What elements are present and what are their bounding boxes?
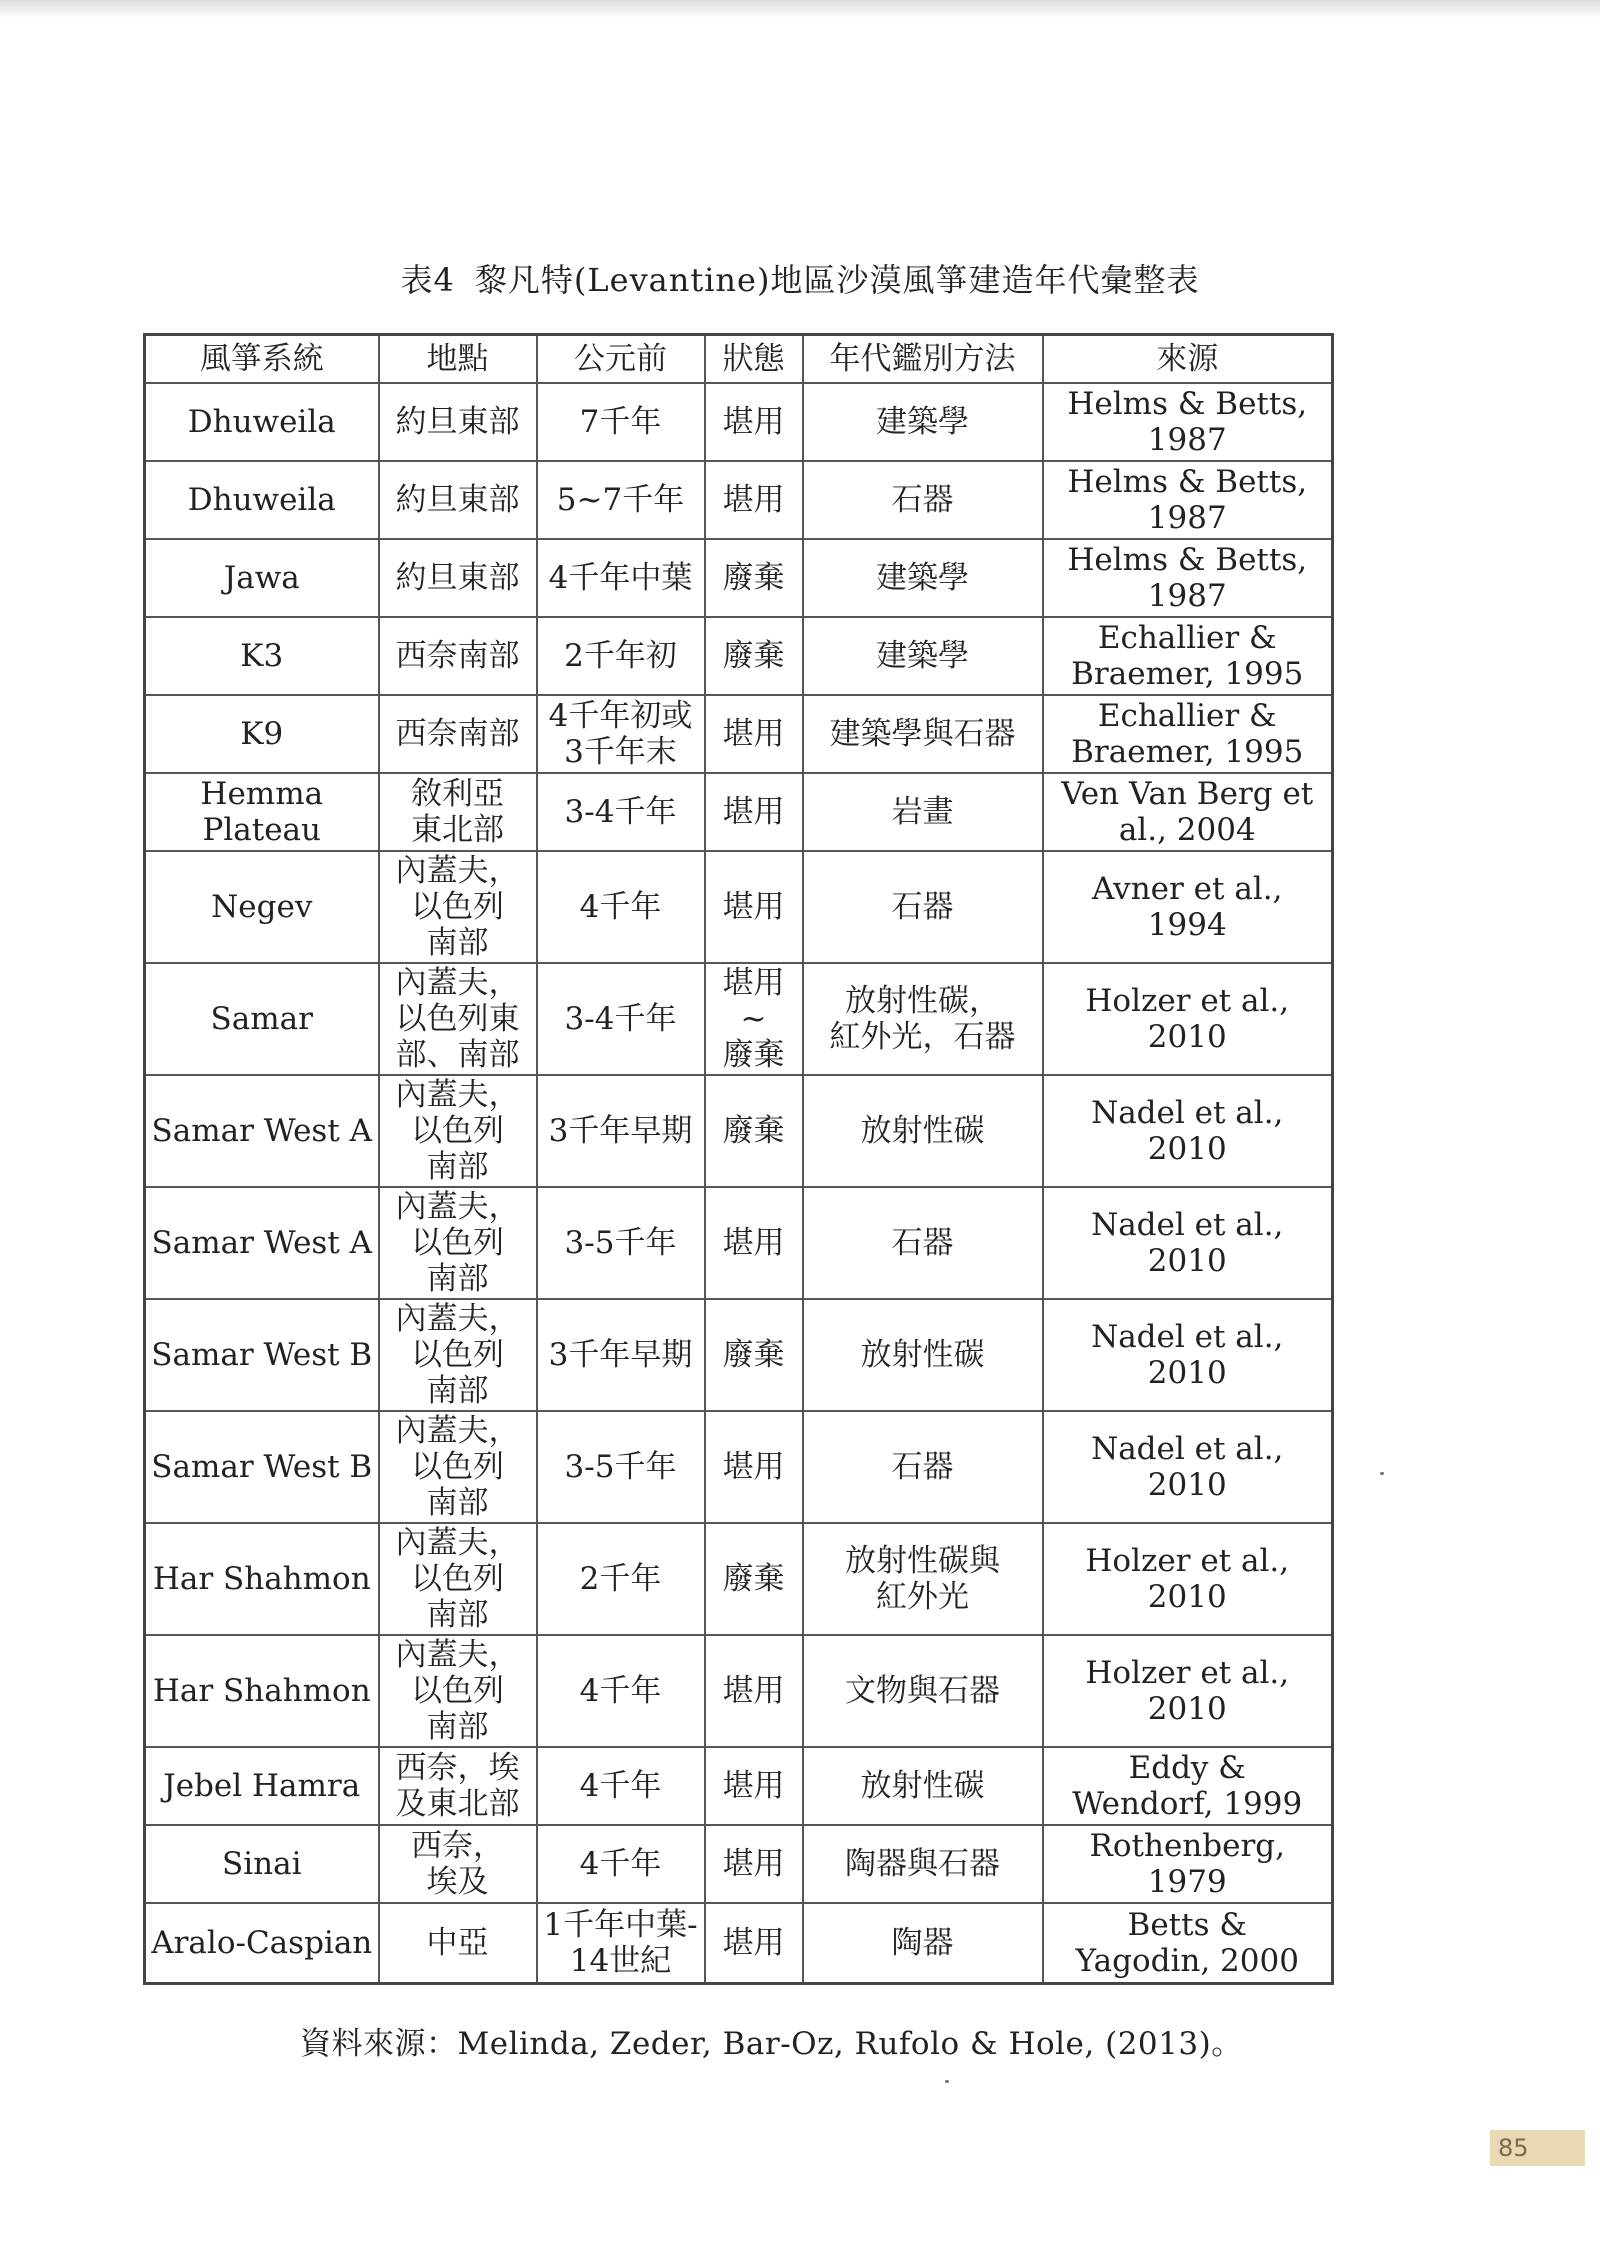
status-cell: 廢棄 (705, 617, 803, 695)
status-cell: 廢棄 (705, 1523, 803, 1635)
bce-date-cell: 3千年早期 (537, 1075, 705, 1187)
location-cell: 中亞 (379, 1903, 537, 1983)
table-row (145, 383, 1333, 461)
kite-system-cell: Samar West B (145, 1411, 379, 1523)
dating-method-cell: 放射性碳， 紅外光，石器 (803, 963, 1043, 1075)
source-cell: Holzer et al., 2010 (1043, 963, 1333, 1075)
kite-system-cell: Dhuweila (145, 383, 379, 461)
bce-date-cell: 3-5千年 (537, 1411, 705, 1523)
status-cell: 廢棄 (705, 1299, 803, 1411)
source-cell: Nadel et al., 2010 (1043, 1299, 1333, 1411)
source-cell: Nadel et al., 2010 (1043, 1411, 1333, 1523)
table-row (145, 773, 1333, 851)
status-cell: 堪用 (705, 461, 803, 539)
bce-date-cell: 4千年 (537, 1747, 705, 1825)
header-row (145, 335, 1333, 384)
location-cell: 西奈南部 (379, 617, 537, 695)
dating-method-cell: 文物與石器 (803, 1635, 1043, 1747)
table-row (145, 1299, 1333, 1411)
location-cell: 約旦東部 (379, 539, 537, 617)
dating-method-cell: 岩畫 (803, 773, 1043, 851)
source-cell: Echallier & Braemer, 1995 (1043, 617, 1333, 695)
bce-date-cell: 2千年初 (537, 617, 705, 695)
bce-date-cell: 3-4千年 (537, 963, 705, 1075)
table-title: 黎凡特(Levantine)地區沙漠風箏建造年代彙整表 (474, 261, 1200, 299)
table-row (145, 539, 1333, 617)
dating-method-cell: 建築學與石器 (803, 695, 1043, 773)
location-cell: 西奈， 埃及 (379, 1825, 537, 1903)
kite-system-cell: K3 (145, 617, 379, 695)
dating-method-cell: 建築學 (803, 383, 1043, 461)
location-cell: 內蓋夫， 以色列 南部 (379, 851, 537, 963)
source-cell: Nadel et al., 2010 (1043, 1187, 1333, 1299)
kite-system-cell: Jebel Hamra (145, 1747, 379, 1825)
dating-method-cell: 放射性碳 (803, 1075, 1043, 1187)
kite-system-cell: Hemma Plateau (145, 773, 379, 851)
table-row (145, 963, 1333, 1075)
bce-date-cell: 4千年 (537, 1825, 705, 1903)
location-cell: 內蓋夫， 以色列 南部 (379, 1075, 537, 1187)
source-cell: Helms & Betts, 1987 (1043, 383, 1333, 461)
status-cell: 堪用 (705, 773, 803, 851)
table-row (145, 617, 1333, 695)
location-cell: 約旦東部 (379, 461, 537, 539)
scan-speck (945, 2080, 949, 2083)
source-cell: Rothenberg, 1979 (1043, 1825, 1333, 1903)
table-number: 表4 (400, 261, 455, 299)
table-row (145, 1635, 1333, 1747)
bce-date-cell: 4千年初或 3千年末 (537, 695, 705, 773)
status-cell: 堪用 (705, 383, 803, 461)
status-cell: 堪用 (705, 1903, 803, 1983)
bce-date-cell: 5~7千年 (537, 461, 705, 539)
kite-system-cell: Dhuweila (145, 461, 379, 539)
header-cell: 來源 (1043, 335, 1333, 384)
kite-system-cell: Samar West A (145, 1075, 379, 1187)
header-cell: 狀態 (705, 335, 803, 384)
bce-date-cell: 3-4千年 (537, 773, 705, 851)
bce-date-cell: 2千年 (537, 1523, 705, 1635)
location-cell: 內蓋夫， 以色列東 部、南部 (379, 963, 537, 1075)
table-row (145, 695, 1333, 773)
table-row (145, 1187, 1333, 1299)
kite-system-cell: Samar (145, 963, 379, 1075)
kite-system-cell: Har Shahmon (145, 1523, 379, 1635)
location-cell: 內蓋夫， 以色列 南部 (379, 1523, 537, 1635)
source-cell: Betts & Yagodin, 2000 (1043, 1903, 1333, 1983)
status-cell: 堪用 (705, 1747, 803, 1825)
dating-method-cell: 石器 (803, 1187, 1043, 1299)
table-row (145, 1075, 1333, 1187)
table-row (145, 1825, 1333, 1903)
data-source-note: 資料來源：Melinda, Zeder, Bar-Oz, Rufolo & Hole, (2013)。 (300, 2026, 1243, 2062)
bce-date-cell: 3-5千年 (537, 1187, 705, 1299)
status-cell: 堪用 (705, 1635, 803, 1747)
dating-method-cell: 石器 (803, 851, 1043, 963)
dating-method-cell: 放射性碳 (803, 1747, 1043, 1825)
kite-dating-table (143, 333, 1334, 1985)
bce-date-cell: 4千年 (537, 1635, 705, 1747)
page-number: 85 (1490, 2130, 1585, 2166)
status-cell: 堪用 (705, 1187, 803, 1299)
dating-method-cell: 陶器 (803, 1903, 1043, 1983)
table-row (145, 1903, 1333, 1983)
bce-date-cell: 4千年 (537, 851, 705, 963)
status-cell: 廢棄 (705, 1075, 803, 1187)
bce-date-cell: 4千年中葉 (537, 539, 705, 617)
location-cell: 內蓋夫， 以色列 南部 (379, 1299, 537, 1411)
bce-date-cell: 1千年中葉- 14世紀 (537, 1903, 705, 1983)
source-cell: Holzer et al., 2010 (1043, 1635, 1333, 1747)
scan-speck (1380, 1472, 1384, 1475)
bce-date-cell: 3千年早期 (537, 1299, 705, 1411)
dating-method-cell: 放射性碳與 紅外光 (803, 1523, 1043, 1635)
dating-method-cell: 放射性碳 (803, 1299, 1043, 1411)
table-row (145, 851, 1333, 963)
kite-system-cell: K9 (145, 695, 379, 773)
dating-method-cell: 陶器與石器 (803, 1825, 1043, 1903)
table-row (145, 461, 1333, 539)
source-cell: Avner et al., 1994 (1043, 851, 1333, 963)
bce-date-cell: 7千年 (537, 383, 705, 461)
dating-method-cell: 建築學 (803, 617, 1043, 695)
location-cell: 內蓋夫， 以色列 南部 (379, 1187, 537, 1299)
header-cell: 公元前 (537, 335, 705, 384)
kite-system-cell: Samar West B (145, 1299, 379, 1411)
location-cell: 敘利亞 東北部 (379, 773, 537, 851)
status-cell: 堪用 ~ 廢棄 (705, 963, 803, 1075)
location-cell: 內蓋夫， 以色列 南部 (379, 1411, 537, 1523)
status-cell: 堪用 (705, 1825, 803, 1903)
dating-method-cell: 石器 (803, 461, 1043, 539)
location-cell: 約旦東部 (379, 383, 537, 461)
source-cell: Echallier & Braemer, 1995 (1043, 695, 1333, 773)
status-cell: 堪用 (705, 695, 803, 773)
header-cell: 年代鑑別方法 (803, 335, 1043, 384)
source-cell: Eddy & Wendorf, 1999 (1043, 1747, 1333, 1825)
header-cell: 風箏系統 (145, 335, 379, 384)
table-row (145, 1747, 1333, 1825)
status-cell: 堪用 (705, 1411, 803, 1523)
table-caption (0, 255, 1600, 301)
dating-method-cell: 石器 (803, 1411, 1043, 1523)
source-cell: Nadel et al., 2010 (1043, 1075, 1333, 1187)
table-row (145, 1411, 1333, 1523)
header-cell: 地點 (379, 335, 537, 384)
kite-system-cell: Samar West A (145, 1187, 379, 1299)
source-cell: Helms & Betts, 1987 (1043, 539, 1333, 617)
location-cell: 西奈，埃 及東北部 (379, 1747, 537, 1825)
source-cell: Ven Van Berg et al., 2004 (1043, 773, 1333, 851)
table-row (145, 1523, 1333, 1635)
kite-system-cell: Har Shahmon (145, 1635, 379, 1747)
source-cell: Helms & Betts, 1987 (1043, 461, 1333, 539)
status-cell: 堪用 (705, 851, 803, 963)
kite-system-cell: Aralo-Caspian (145, 1903, 379, 1983)
source-cell: Holzer et al., 2010 (1043, 1523, 1333, 1635)
location-cell: 內蓋夫， 以色列 南部 (379, 1635, 537, 1747)
scan-edge (0, 0, 1600, 18)
location-cell: 西奈南部 (379, 695, 537, 773)
status-cell: 廢棄 (705, 539, 803, 617)
kite-system-cell: Negev (145, 851, 379, 963)
kite-system-cell: Jawa (145, 539, 379, 617)
kite-system-cell: Sinai (145, 1825, 379, 1903)
dating-method-cell: 建築學 (803, 539, 1043, 617)
